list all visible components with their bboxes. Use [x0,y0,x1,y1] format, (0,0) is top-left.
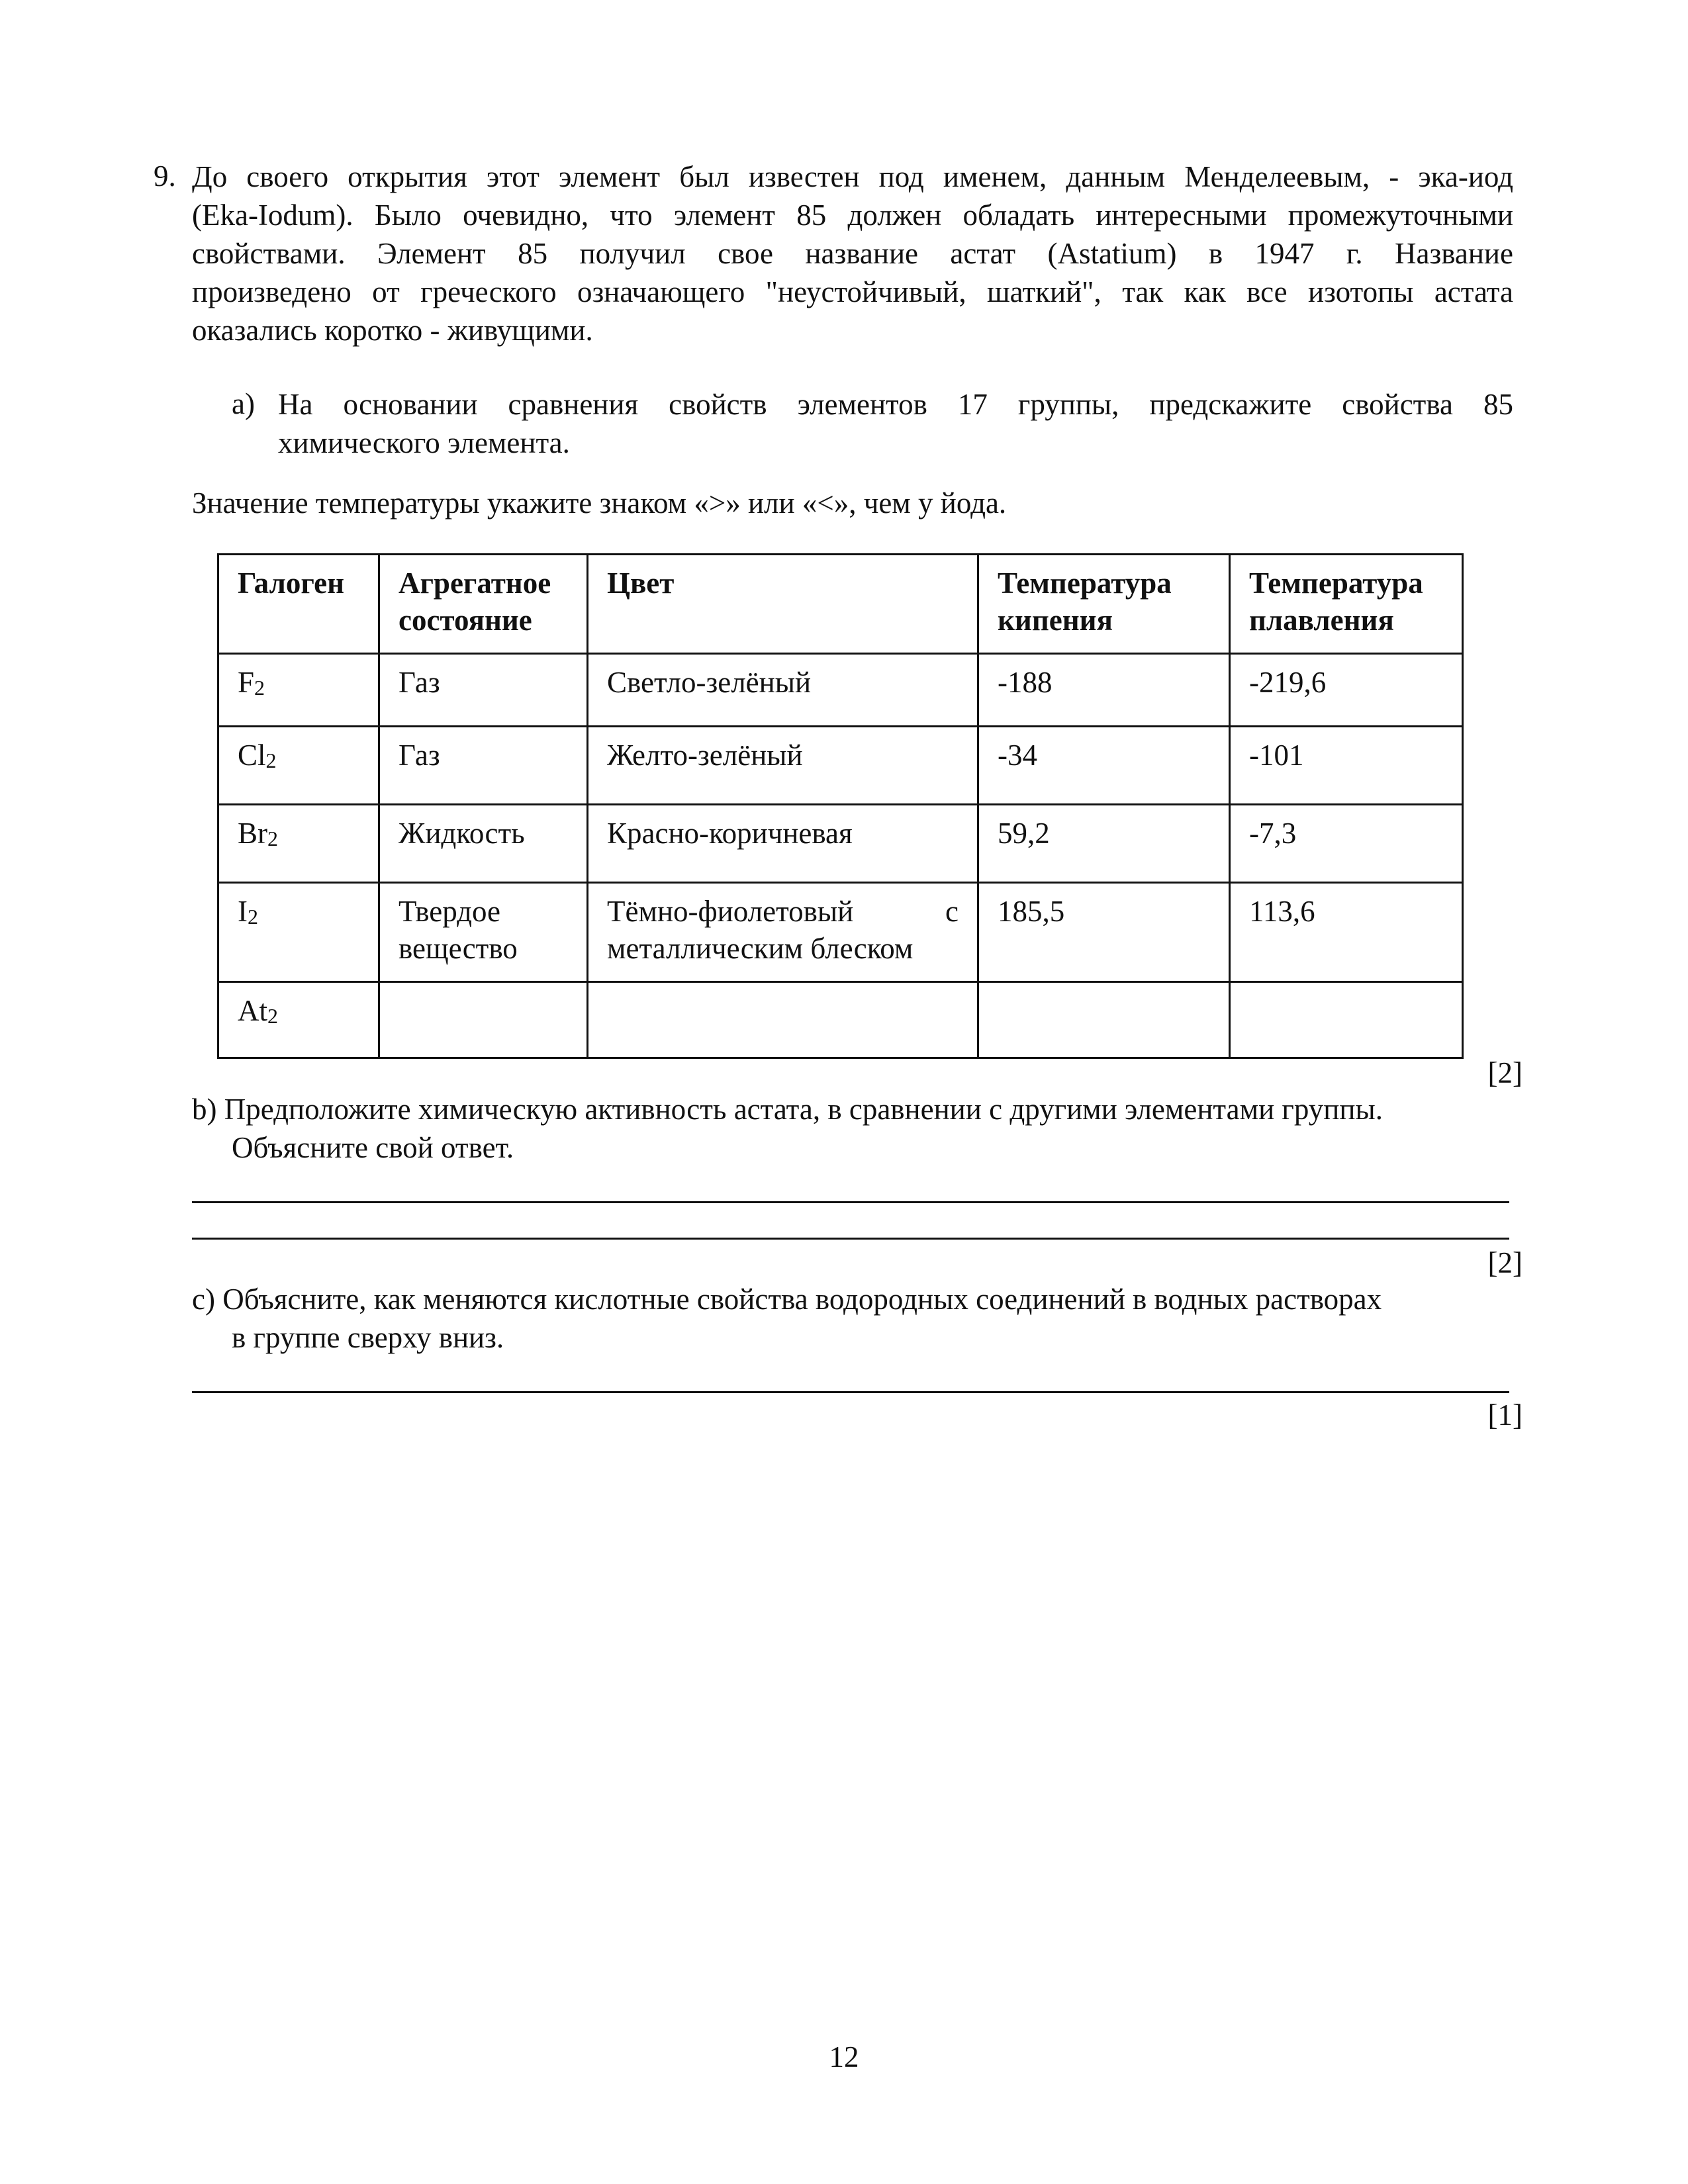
formula-subscript: 2 [265,749,277,772]
halogen-formula-cell [218,805,379,883]
part-c-line: Объясните, как меняются кислотные свойства водородных соединений в водных растворах [222,1283,1382,1316]
color-text: металлическим блеском [607,932,914,965]
boiling-point-cell: 59,2 [978,805,1230,883]
table-row [218,727,1463,805]
melting-point-cell: -101 [1230,727,1463,805]
table-row [218,654,1463,727]
page-number: 12 [829,2040,859,2073]
melting-point-cell: -219,6 [1230,654,1463,727]
part-b-question [192,1091,1383,1128]
formula-symbol: F [238,666,255,699]
color-answer-cell[interactable] [588,982,978,1058]
halogen-formula-cell [218,654,379,727]
state-text: вещество [399,932,518,965]
halogen-properties-table [217,553,1464,1059]
melting-point-cell: 113,6 [1230,883,1463,982]
column-header-color [588,555,978,654]
color-text: Тёмно-фиолетовый с [607,895,959,928]
boiling-point-answer-cell[interactable] [978,982,1230,1058]
formula-symbol: Cl [238,739,266,772]
part-b-line: Объясните свой ответ. [232,1131,514,1164]
part-c-marks: [1] [1487,1398,1523,1432]
column-header-halogen [218,555,379,654]
part-a-text [278,385,1513,462]
part-a-label: a) [232,387,255,420]
header-text: плавления [1249,604,1394,637]
part-a-line: На основании сравнения свойств элементов 17 группы, предскажите свойства 85 [278,388,1513,421]
formula-subscript: 2 [267,827,278,850]
table-row [218,805,1463,883]
part-c-question [192,1281,1382,1318]
header-text: Температура [998,567,1172,600]
state-cell: Жидкость [379,805,588,883]
halogen-formula-cell [218,727,379,805]
header-text: Температура [1249,567,1423,600]
boiling-point-cell: -34 [978,727,1230,805]
color-cell [588,883,978,982]
part-b-marks: [2] [1487,1246,1523,1279]
column-header-boiling-point [978,555,1230,654]
part-c-line: в группе сверху вниз. [232,1321,504,1354]
header-text: состояние [399,604,532,637]
header-text: Галоген [238,567,345,600]
state-text: Твердое [399,895,501,928]
header-text: Цвет [607,567,675,600]
table-header-row [218,555,1463,654]
melting-point-cell: -7,3 [1230,805,1463,883]
question-number: 9. [154,159,176,193]
boiling-point-cell: -188 [978,654,1230,727]
formula-subscript: 2 [254,676,265,700]
part-c-label: c) [192,1283,215,1316]
boiling-point-cell: 185,5 [978,883,1230,982]
intro-line: свойствами. Элемент 85 получил свое название астат (Astatium) в 1947 г. Название [192,237,1513,270]
state-cell [379,883,588,982]
color-cell: Светло-зелёный [588,654,978,727]
melting-point-answer-cell[interactable] [1230,982,1463,1058]
part-a-instruction: Значение температуры укажите знаком «>» или «<», чем у йода. [192,486,1007,520]
part-b-answer-line[interactable] [192,1238,1509,1240]
column-header-state [379,555,588,654]
intro-line: (Eka-Iodum). Было очевидно, что элемент 85 должен обладать интересными промежуточными [192,199,1513,232]
formula-symbol: At [238,994,267,1027]
question-intro [192,158,1513,349]
part-b-label: b) [192,1093,217,1126]
state-cell: Газ [379,654,588,727]
part-b-line: Предположите химическую активность астата, в сравнении с другими элементами группы. [224,1093,1383,1126]
intro-line: оказались коротко - живущими. [192,314,593,347]
color-cell: Красно-коричневая [588,805,978,883]
part-c-answer-line[interactable] [192,1391,1509,1393]
intro-line: До своего открытия этот элемент был известен под именем, данным Менделеевым, - эка-иод [192,160,1513,193]
color-cell: Желто-зелёный [588,727,978,805]
header-text: Агрегатное [399,567,551,600]
intro-line: произведено от греческого означающего "неустойчивый, шаткий", так как все изотопы астата [192,275,1513,308]
header-text: кипения [998,604,1113,637]
state-cell: Газ [379,727,588,805]
part-b-answer-line[interactable] [192,1201,1509,1203]
formula-subscript: 2 [267,1004,278,1028]
formula-symbol: I [238,895,248,928]
halogen-formula-cell [218,982,379,1058]
table-row [218,883,1463,982]
column-header-melting-point [1230,555,1463,654]
table-row [218,982,1463,1058]
halogen-formula-cell [218,883,379,982]
formula-symbol: Br [238,817,267,850]
formula-subscript: 2 [248,905,258,929]
part-a-marks: [2] [1487,1056,1523,1089]
state-answer-cell[interactable] [379,982,588,1058]
part-a-line: химического элемента. [278,426,570,459]
